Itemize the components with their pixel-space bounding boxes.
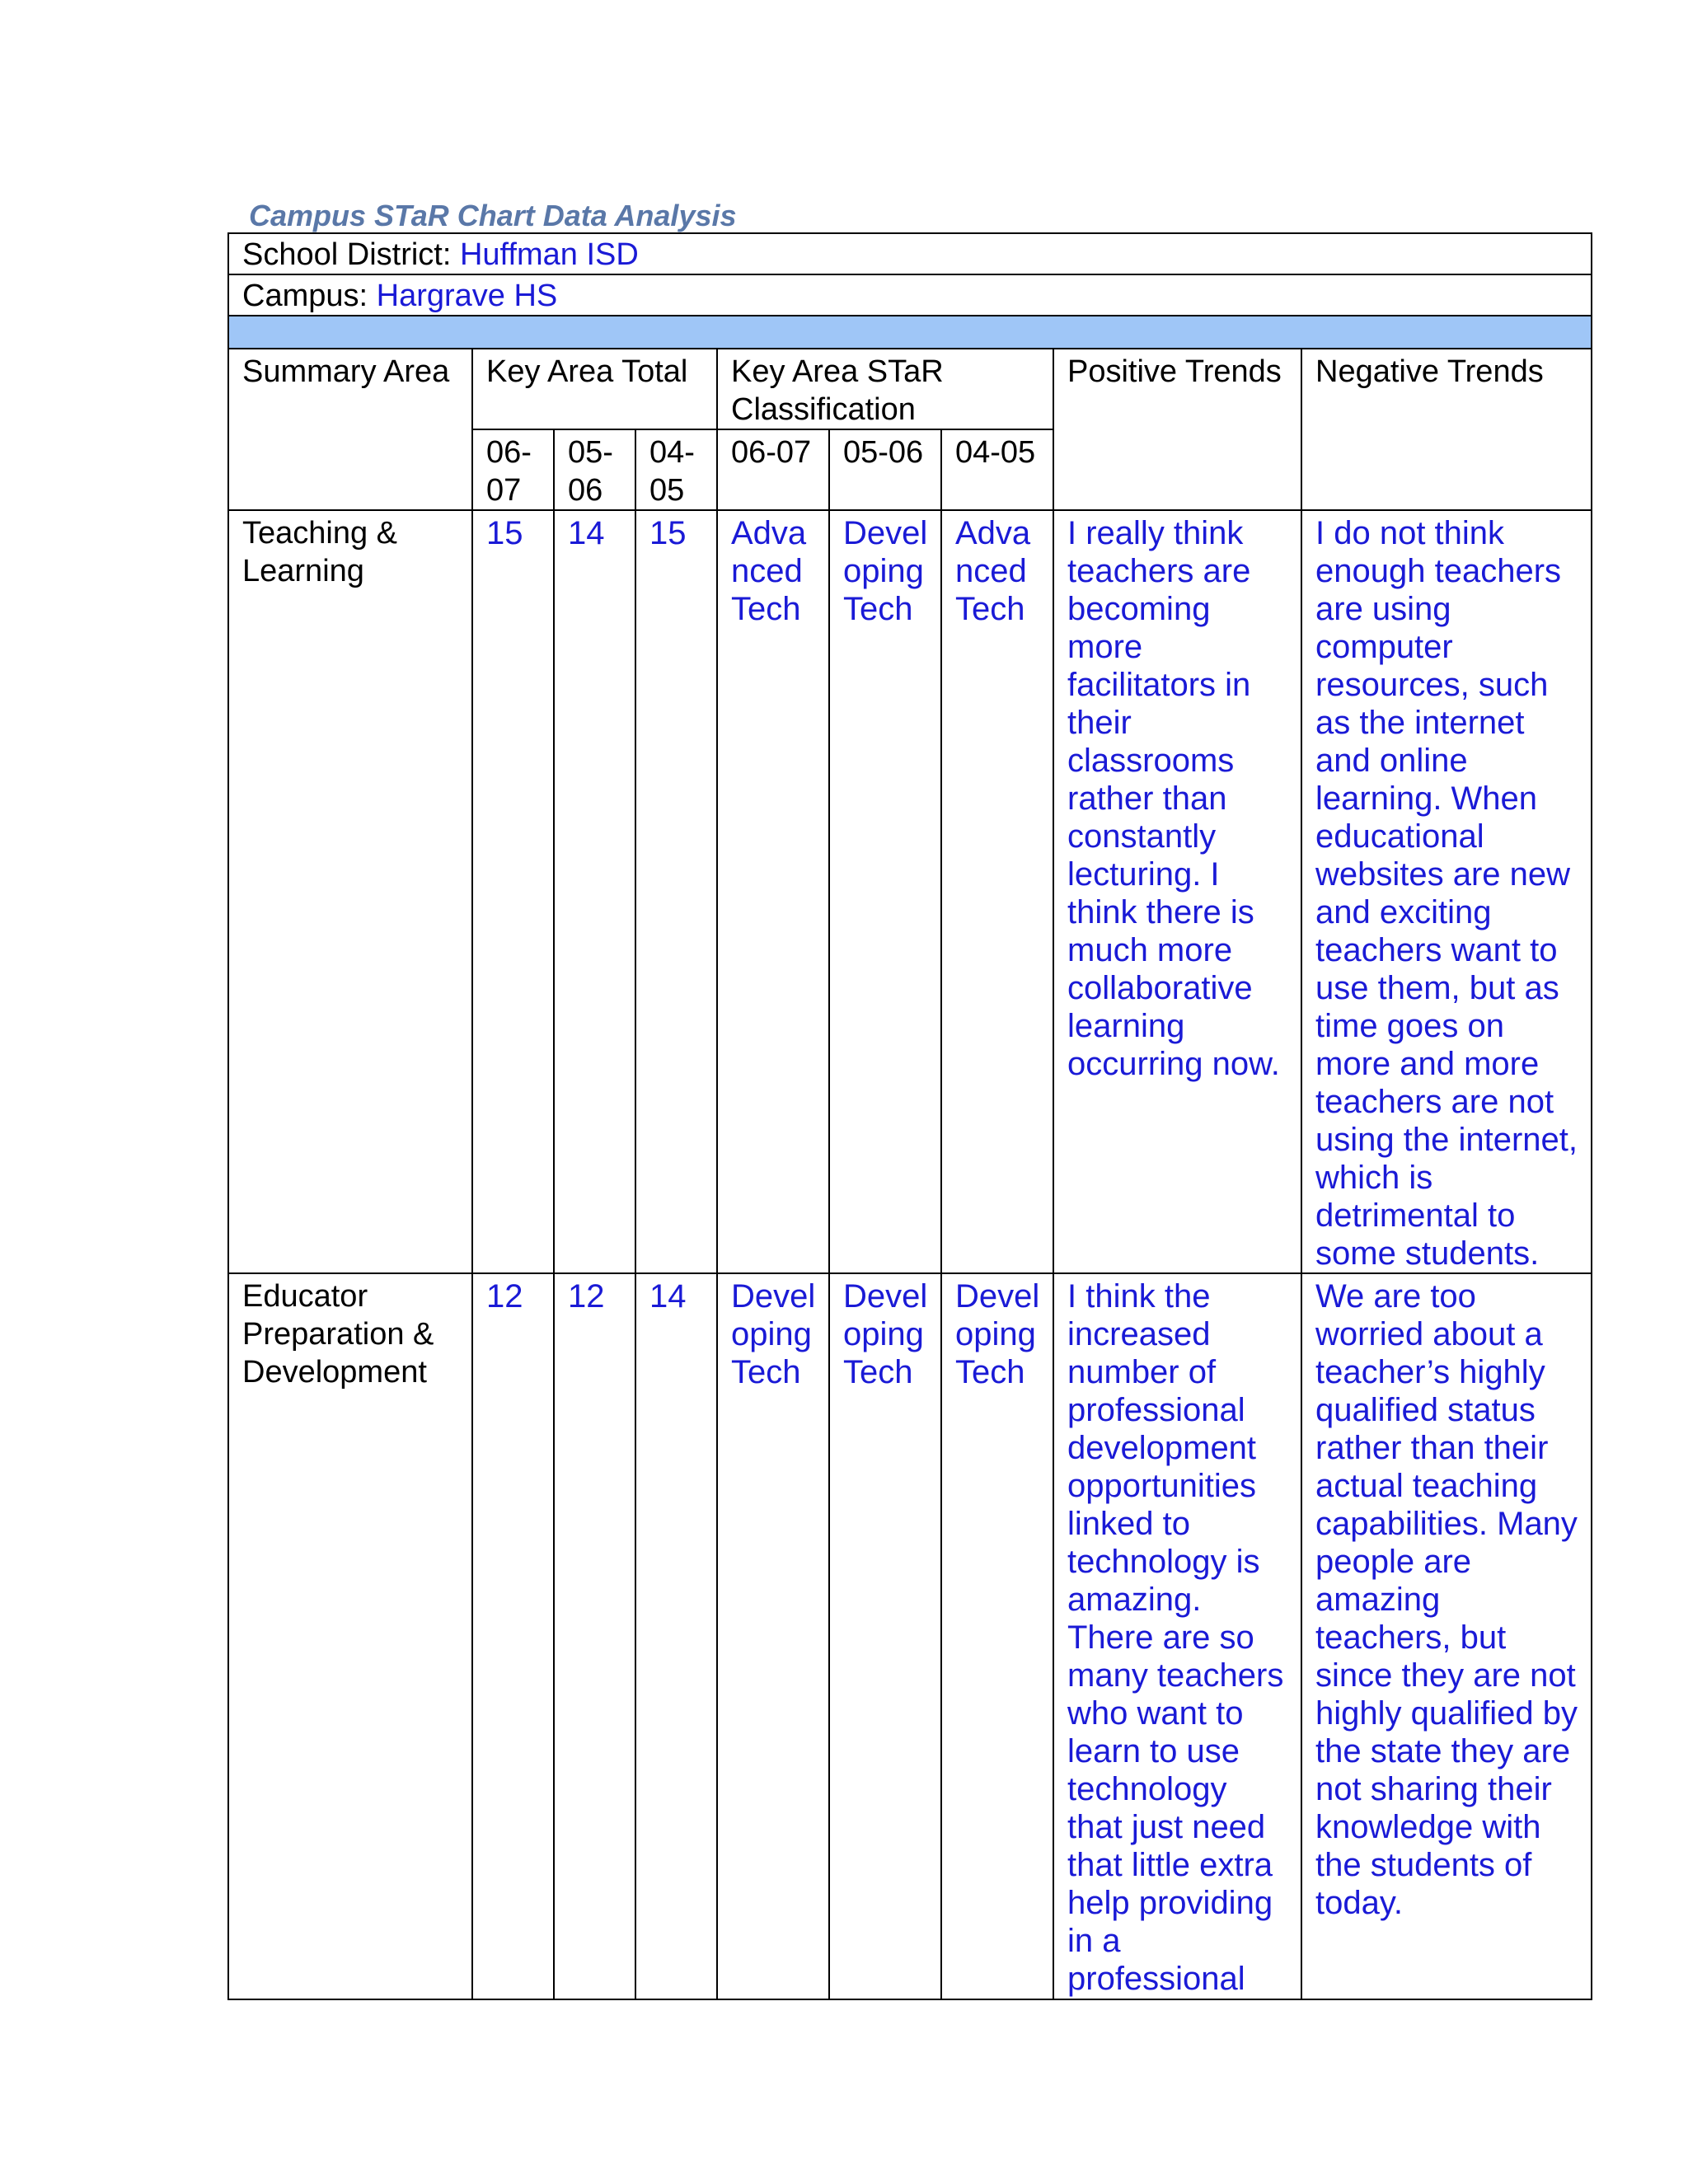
class-year-header: 04-05 <box>941 429 1053 510</box>
header-band <box>228 316 1592 349</box>
district-cell <box>228 233 1592 274</box>
positive-trend-cell: I think the increased number of professional development opportunities linked to technology is amazing. There are so many teachers who want to learn to use technology that just need that little extra help providing in a professional <box>1053 1273 1301 1999</box>
star-chart-table <box>227 232 1592 2000</box>
key-area-total-header: Key Area Total <box>472 349 717 429</box>
class-year-header: 06-07 <box>717 429 829 510</box>
table-row <box>228 510 1592 1273</box>
summary-area-cell: Educator Preparation & Development <box>228 1273 472 1999</box>
total-year-header: 05-06 <box>554 429 635 510</box>
campus-label: Campus: <box>242 279 368 313</box>
campus-cell <box>228 274 1592 316</box>
negative-trend-cell: I do not think enough teachers are using computer resources, such as the internet and online learning. When educational websites are new and exciting teachers want to use them, but as time goes on more and more teachers are not using the internet, which is detrimental to some students. <box>1301 510 1592 1273</box>
classification-cell: Advanced Tech <box>717 510 829 1273</box>
negative-trend-cell: We are too worried about a teacher’s highly qualified status rather than their actual teaching capabilities. Many people are amazing teachers, but since they are not highly qualified by the state they are not sharing their knowledge with the students of today. <box>1301 1273 1592 1999</box>
positive-trends-header: Positive Trends <box>1053 349 1301 510</box>
table-row <box>228 1273 1592 1999</box>
classification-cell: Developing Tech <box>829 1273 941 1999</box>
classification-cell: Developing Tech <box>829 510 941 1273</box>
classification-cell: Developing Tech <box>717 1273 829 1999</box>
district-value: Huffman ISD <box>459 237 639 272</box>
total-cell: 14 <box>635 1273 717 1999</box>
total-cell: 12 <box>472 1273 554 1999</box>
total-cell: 14 <box>554 510 635 1273</box>
total-cell: 12 <box>554 1273 635 1999</box>
district-label: School District: <box>242 237 452 272</box>
campus-value: Hargrave HS <box>376 279 558 313</box>
negative-trends-header: Negative Trends <box>1301 349 1592 510</box>
total-year-header: 04-05 <box>635 429 717 510</box>
key-area-star-header: Key Area STaR Classification <box>717 349 1053 429</box>
total-cell: 15 <box>635 510 717 1273</box>
summary-area-cell: Teaching & Learning <box>228 510 472 1273</box>
classification-cell: Advanced Tech <box>941 510 1053 1273</box>
document-title: Campus STaR Chart Data Analysis <box>249 199 737 232</box>
total-year-header: 06-07 <box>472 429 554 510</box>
total-cell: 15 <box>472 510 554 1273</box>
classification-cell: Developing Tech <box>941 1273 1053 1999</box>
class-year-header: 05-06 <box>829 429 941 510</box>
positive-trend-cell: I really think teachers are becoming more facilitators in their classrooms rather than constantly lecturing. I think there is much more collaborative learning occurring now. <box>1053 510 1301 1273</box>
summary-area-header: Summary Area <box>228 349 472 510</box>
